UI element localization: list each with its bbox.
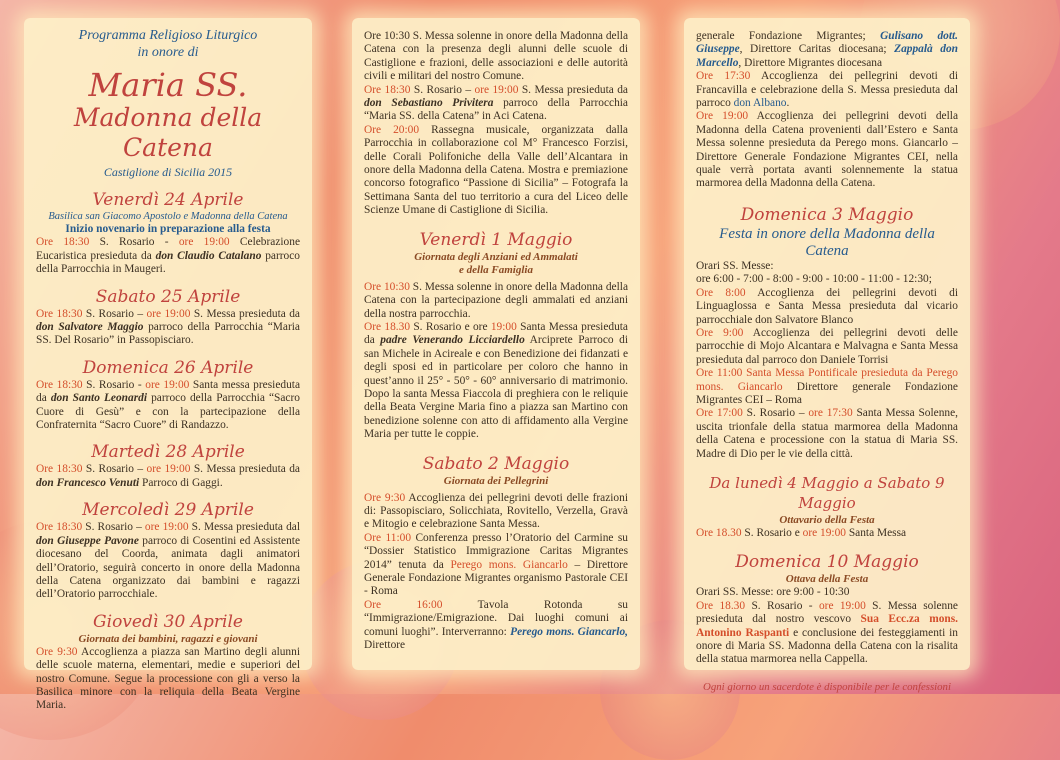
day-heading: Mercoledì 29 Aprile xyxy=(82,500,254,521)
text: – Direttore Generale Fondazione Migrantes organismo Pastorale CEI - Roma xyxy=(364,558,628,598)
time: Ore 20:00 xyxy=(364,123,420,136)
time: ore 17:30 xyxy=(808,407,853,420)
time: Ore 11:00 Santa Messa Pontificale presieduta da Perego mons. Giancarlo xyxy=(696,367,958,393)
text: Accoglienza dei pellegrini devoti di Francavilla e celebrazione della S. Messa presieduta dal parroco xyxy=(696,70,958,110)
text: , Direttore Migrantes diocesana xyxy=(738,56,883,69)
event-paragraph xyxy=(364,321,628,442)
text: S. Messa presieduta da xyxy=(190,463,300,476)
time: Ore 17:00 xyxy=(696,407,743,420)
celebrant: don Albano xyxy=(733,97,787,110)
time: Ore 16:00 xyxy=(364,598,443,611)
text: Rassegna musicale, organizzata dalla Parrocchia in collaborazione col M° Francesco Forzisi, delle Corali Polifoniche della Valle dell’Alcantara in onore della Madonna della Catena. Mostra e premiazione concorso fotografico “Passione di Sicilia” – Fotografa la Settimana Santa del tuo territorio a cura del Liceo delle Scienze Umane di Castiglione di Sicilia. xyxy=(364,123,628,217)
text: Celebrazione Eucaristica presieduta da xyxy=(36,236,301,262)
event-paragraph xyxy=(696,287,958,327)
day-subheading: Inizio novenario in preparazione alla festa xyxy=(65,223,271,235)
time: ore 19:00 xyxy=(144,521,189,534)
text: Accoglienza dei pellegrini devoti delle frazioni di: Passopisciaro, Solicchiata, Rovitello, Verzella, Gravà e Mitogio e celebrazione Santa Messa. xyxy=(364,491,628,531)
time: Ore 18:30 xyxy=(36,307,83,320)
text: Santa Messa Solenne, uscita trionfale della statua marmorea della Madonna della Catena e processione con la statua di Maria SS. Madre di Dio per le vie della città. xyxy=(696,407,958,460)
time: Ore 18:30 xyxy=(36,521,83,534)
program-subtitle: in onore di xyxy=(137,45,199,60)
event-paragraph xyxy=(696,70,958,110)
time: Ore 19:00 xyxy=(696,110,749,123)
time: Ore 18:30 xyxy=(364,83,411,96)
program-column-2 xyxy=(352,18,640,670)
day-heading: Giovedì 30 Aprile xyxy=(93,611,243,632)
program-title: Programma Religioso Liturgico xyxy=(78,28,258,43)
day-heading: Venerdì 24 Aprile xyxy=(92,190,244,210)
time: Ore 18:30 xyxy=(36,236,90,249)
time: Ore 18:30 xyxy=(36,378,83,391)
text: S. Messa solenne presieduta dal nostro vescovo xyxy=(696,599,958,626)
place-year: Castiglione di Sicilia 2015 xyxy=(103,165,233,179)
event-paragraph xyxy=(696,367,958,407)
event-paragraph xyxy=(696,110,958,190)
day-subheading: Giornata dei Pellegrini xyxy=(443,474,549,487)
text: Santa messa presieduta da xyxy=(36,378,300,405)
text: S. Messa solenne in onore della Madonna della Catena con la partecipazione degli ammalati ed anziani della nostra parrocchia. xyxy=(364,280,628,320)
text: S. Messa presieduta dal xyxy=(188,521,301,534)
text: S. Rosario – xyxy=(82,307,147,320)
text: Direttore generale Fondazione Migrantes CEI – Roma xyxy=(696,380,958,406)
day-subheading: Festa in onore della Madonna della Catena xyxy=(719,225,935,259)
text: Accoglienza dei pellegrini devoti della Madonna della Catena provenienti dall’Estero e Santa Messa solenne presieduta da Perego mons. Giancarlo – Direttore Generale Fondazione Migrantes CEI, nella quale verrà portata avanti solennemente la statua marmorea della Madonna della Catena. xyxy=(696,110,958,190)
text: S. Rosario - xyxy=(82,378,146,391)
event-paragraph xyxy=(364,532,628,599)
time: 19:00 xyxy=(490,320,517,333)
event-paragraph xyxy=(364,492,628,532)
text: Parroco di Gaggi. xyxy=(139,476,223,489)
event-paragraph xyxy=(364,30,628,84)
day-heading: Domenica 26 Aprile xyxy=(82,357,254,378)
day-heading: Sabato 2 Maggio xyxy=(422,453,570,474)
event-paragraph xyxy=(36,236,300,276)
time: Ore 10:30 xyxy=(364,30,410,42)
day-subheading: Basilica san Giacomo Apostolo e Madonna della Catena xyxy=(48,211,288,222)
text: S. Messa solenne in onore della Madonna della Catena con la presenza degli alunni delle scuole di Castiglione e frazioni, delle associazioni e delle autorità civili e militari del nostro Comune. xyxy=(364,30,628,83)
footer-note: Ogni giorno un sacerdote è disponibile per le confessioni xyxy=(703,680,951,693)
text: . xyxy=(786,97,790,110)
celebrant: don Giuseppe Pavone xyxy=(36,534,139,547)
day-subheading: Giornata dei bambini, ragazzi e giovani xyxy=(78,632,258,645)
maria-heading: Maria SS. xyxy=(88,66,248,104)
day-heading: Martedì 28 Aprile xyxy=(91,442,245,463)
time: Ore 18.30 xyxy=(364,320,411,333)
celebrant: Sua Ecc.za mons. Antonino Raspanti xyxy=(696,613,959,639)
time: Ore 9:00 xyxy=(696,326,744,339)
text: parroco della Parrocchia in Maugeri. xyxy=(36,249,300,276)
celebrant: don Francesco Venuti xyxy=(36,476,140,489)
text: Santa Messa presieduta da xyxy=(364,320,628,347)
event-paragraph xyxy=(36,308,300,348)
day-heading: Sabato 25 Aprile xyxy=(95,286,241,307)
text: , Direttore Caritas diocesana; xyxy=(739,43,895,56)
celebrant: don Salvatore Maggio xyxy=(36,321,144,334)
program-column-1 xyxy=(24,18,312,712)
text: S. Rosario e xyxy=(741,526,803,539)
event-paragraph xyxy=(36,521,300,601)
program-column-3 xyxy=(684,18,970,693)
speaker: Gulisano dott. Giuseppe xyxy=(696,30,959,56)
event-paragraph xyxy=(364,124,628,218)
day-heading: Venerdì 1 Maggio xyxy=(419,229,573,250)
day-subheading: e della Famiglia xyxy=(459,263,533,276)
text: parroco della Parrocchia “Maria SS. della Catena” in Aci Catena. xyxy=(364,97,628,123)
text: Conferenza presso l’Oratorio del Carmine su “Dossier Statistico Immigrazione Caritas Migrantes 2014” tenuta da xyxy=(364,531,628,571)
event-paragraph xyxy=(696,600,958,667)
event-paragraph xyxy=(36,646,300,713)
text: S. Rosario – xyxy=(82,463,147,476)
event-paragraph xyxy=(364,281,628,321)
day-subheading: Ottava della Festa xyxy=(785,573,869,586)
time: ore 19:00 xyxy=(178,236,230,249)
celebrant: don Claudio Catalano xyxy=(155,249,262,262)
text: S. Rosario e ore xyxy=(410,320,491,333)
time: ore 19:00 xyxy=(146,307,191,320)
text: parroco della Parrocchia “Sacro Cuore di Gesù” e con la partecipazione della Confraternita “Sacro Cuore” di Randazzo. xyxy=(36,392,300,432)
time: Ore 8:00 xyxy=(696,286,746,299)
text: Arciprete Parroco di san Michele in Acireale e con Benedizione dei fidanzati e degli sposi ed in particolare per coloro che hanno in quest’anno il 25° - 50° - 60° anniversario di matrimonio. Dopo la santa Messa Fiaccola di preghiera con le reliquie della Beata Vergine Maria fino a piazza san Martino con benedizione solenne con atto di affidamento alla Vergine Maria per tutte le coppie. xyxy=(364,334,628,441)
text: Direttore xyxy=(364,639,406,652)
text: Accoglienza dei pellegrini devoti delle parrocchie di Mojo Alcantara e Malvagna e Santa Messa presieduta dal parroco don Daniele Torrisi xyxy=(696,326,958,366)
text: S. Rosario - xyxy=(745,599,819,612)
speaker: Perego mons. Giancarlo xyxy=(450,558,568,571)
text: S. Rosario – xyxy=(82,521,145,534)
celebrant: don Sebastiano Privitera xyxy=(364,97,494,110)
text: Accoglienza a piazza san Martino degli alunni delle scuole materna, elementari, medie e superiori del nostro Comune. Segue la processione con gli a verso la Basilica minore con la reliquia della Beata Vergine Maria. xyxy=(36,645,300,712)
day-heading: Da lunedì 4 Maggio a Sabato 9 Maggio xyxy=(709,473,945,512)
event-paragraph xyxy=(696,327,958,367)
text: S. Rosario – xyxy=(410,83,475,96)
event-paragraph xyxy=(364,84,628,124)
time: Ore 11:00 xyxy=(364,531,412,544)
event-paragraph xyxy=(364,599,628,653)
madonna-heading: Madonna della Catena xyxy=(73,103,263,162)
time: Ore 10:30 xyxy=(364,280,410,293)
event-paragraph: ore 6:00 - 7:00 - 8:00 - 9:00 - 10:00 - 11:00 - 12:30; xyxy=(696,273,932,286)
day-heading: Domenica 10 Maggio xyxy=(735,552,919,573)
time: ore 19:00 xyxy=(145,378,190,391)
time: ore 19:00 xyxy=(818,599,866,612)
event-paragraph xyxy=(36,463,300,490)
time: Ore 18:30 xyxy=(36,463,83,476)
event-paragraph xyxy=(696,30,958,70)
text: S. Messa presieduta da xyxy=(190,307,300,320)
time: ore 19:00 xyxy=(474,83,519,96)
celebrant: don Santo Leonardi xyxy=(50,392,148,405)
day-subheading: Ottavario della Festa xyxy=(779,513,875,526)
speaker: Zappalà don Marcello xyxy=(696,43,958,69)
day-heading: Domenica 3 Maggio xyxy=(740,204,914,225)
text: S. Rosario – xyxy=(742,407,809,420)
day-subheading: Giornata degli Anziani ed Ammalati xyxy=(414,250,578,263)
time: ore 19:00 xyxy=(802,526,846,539)
event-paragraph xyxy=(696,527,958,540)
text: S. Messa presieduta da xyxy=(518,83,628,96)
text: parroco della Parrocchia “Maria SS. Del Rosario” in Passopisciaro. xyxy=(36,321,300,347)
event-paragraph xyxy=(696,407,958,461)
speaker: Perego mons. Giancarlo, xyxy=(510,625,628,638)
text: S. Rosario - xyxy=(89,236,179,249)
time: Ore 9:30 xyxy=(364,491,406,504)
celebrant: padre Venerando Licciardello xyxy=(380,334,525,347)
text: parroco di Cosentini ed Assistente diocesano del Coorda, animata dagli animatori dell’Oratorio, seguirà concerto in onore della Madonna della Catena organizzato dai bambini e ragazzi dell’Oratorio parrocchiale. xyxy=(36,534,300,601)
text: Accoglienza dei pellegrini devoti di Linguaglossa e Santa Messa presieduta dal vicario parrocchiale don Salvatore Blanco xyxy=(696,286,958,326)
time: Ore 9:30 xyxy=(36,645,78,658)
text: Santa Messa xyxy=(845,526,907,539)
time: Ore 18.30 xyxy=(696,599,746,612)
time: ore 19:00 xyxy=(146,463,191,476)
text: e conclusione dei festeggiamenti in onore di Maria SS. Madonna della Catena con la risalita della statua marmorea nella Cappella. xyxy=(696,626,959,666)
time: Ore 18.30 xyxy=(696,526,742,539)
text: Tavola Rotonda su “Immigrazione/Emigrazione. Dai luoghi comuni ai comuni luoghi”. Interverranno: xyxy=(364,598,628,638)
event-paragraph: Orari SS. Messe: xyxy=(696,259,774,272)
event-paragraph: Orari SS. Messe: ore 9:00 - 10:30 xyxy=(696,586,850,599)
time: Ore 17:30 xyxy=(696,70,751,83)
event-paragraph xyxy=(36,379,300,433)
text: generale Fondazione Migrantes; xyxy=(696,30,881,42)
